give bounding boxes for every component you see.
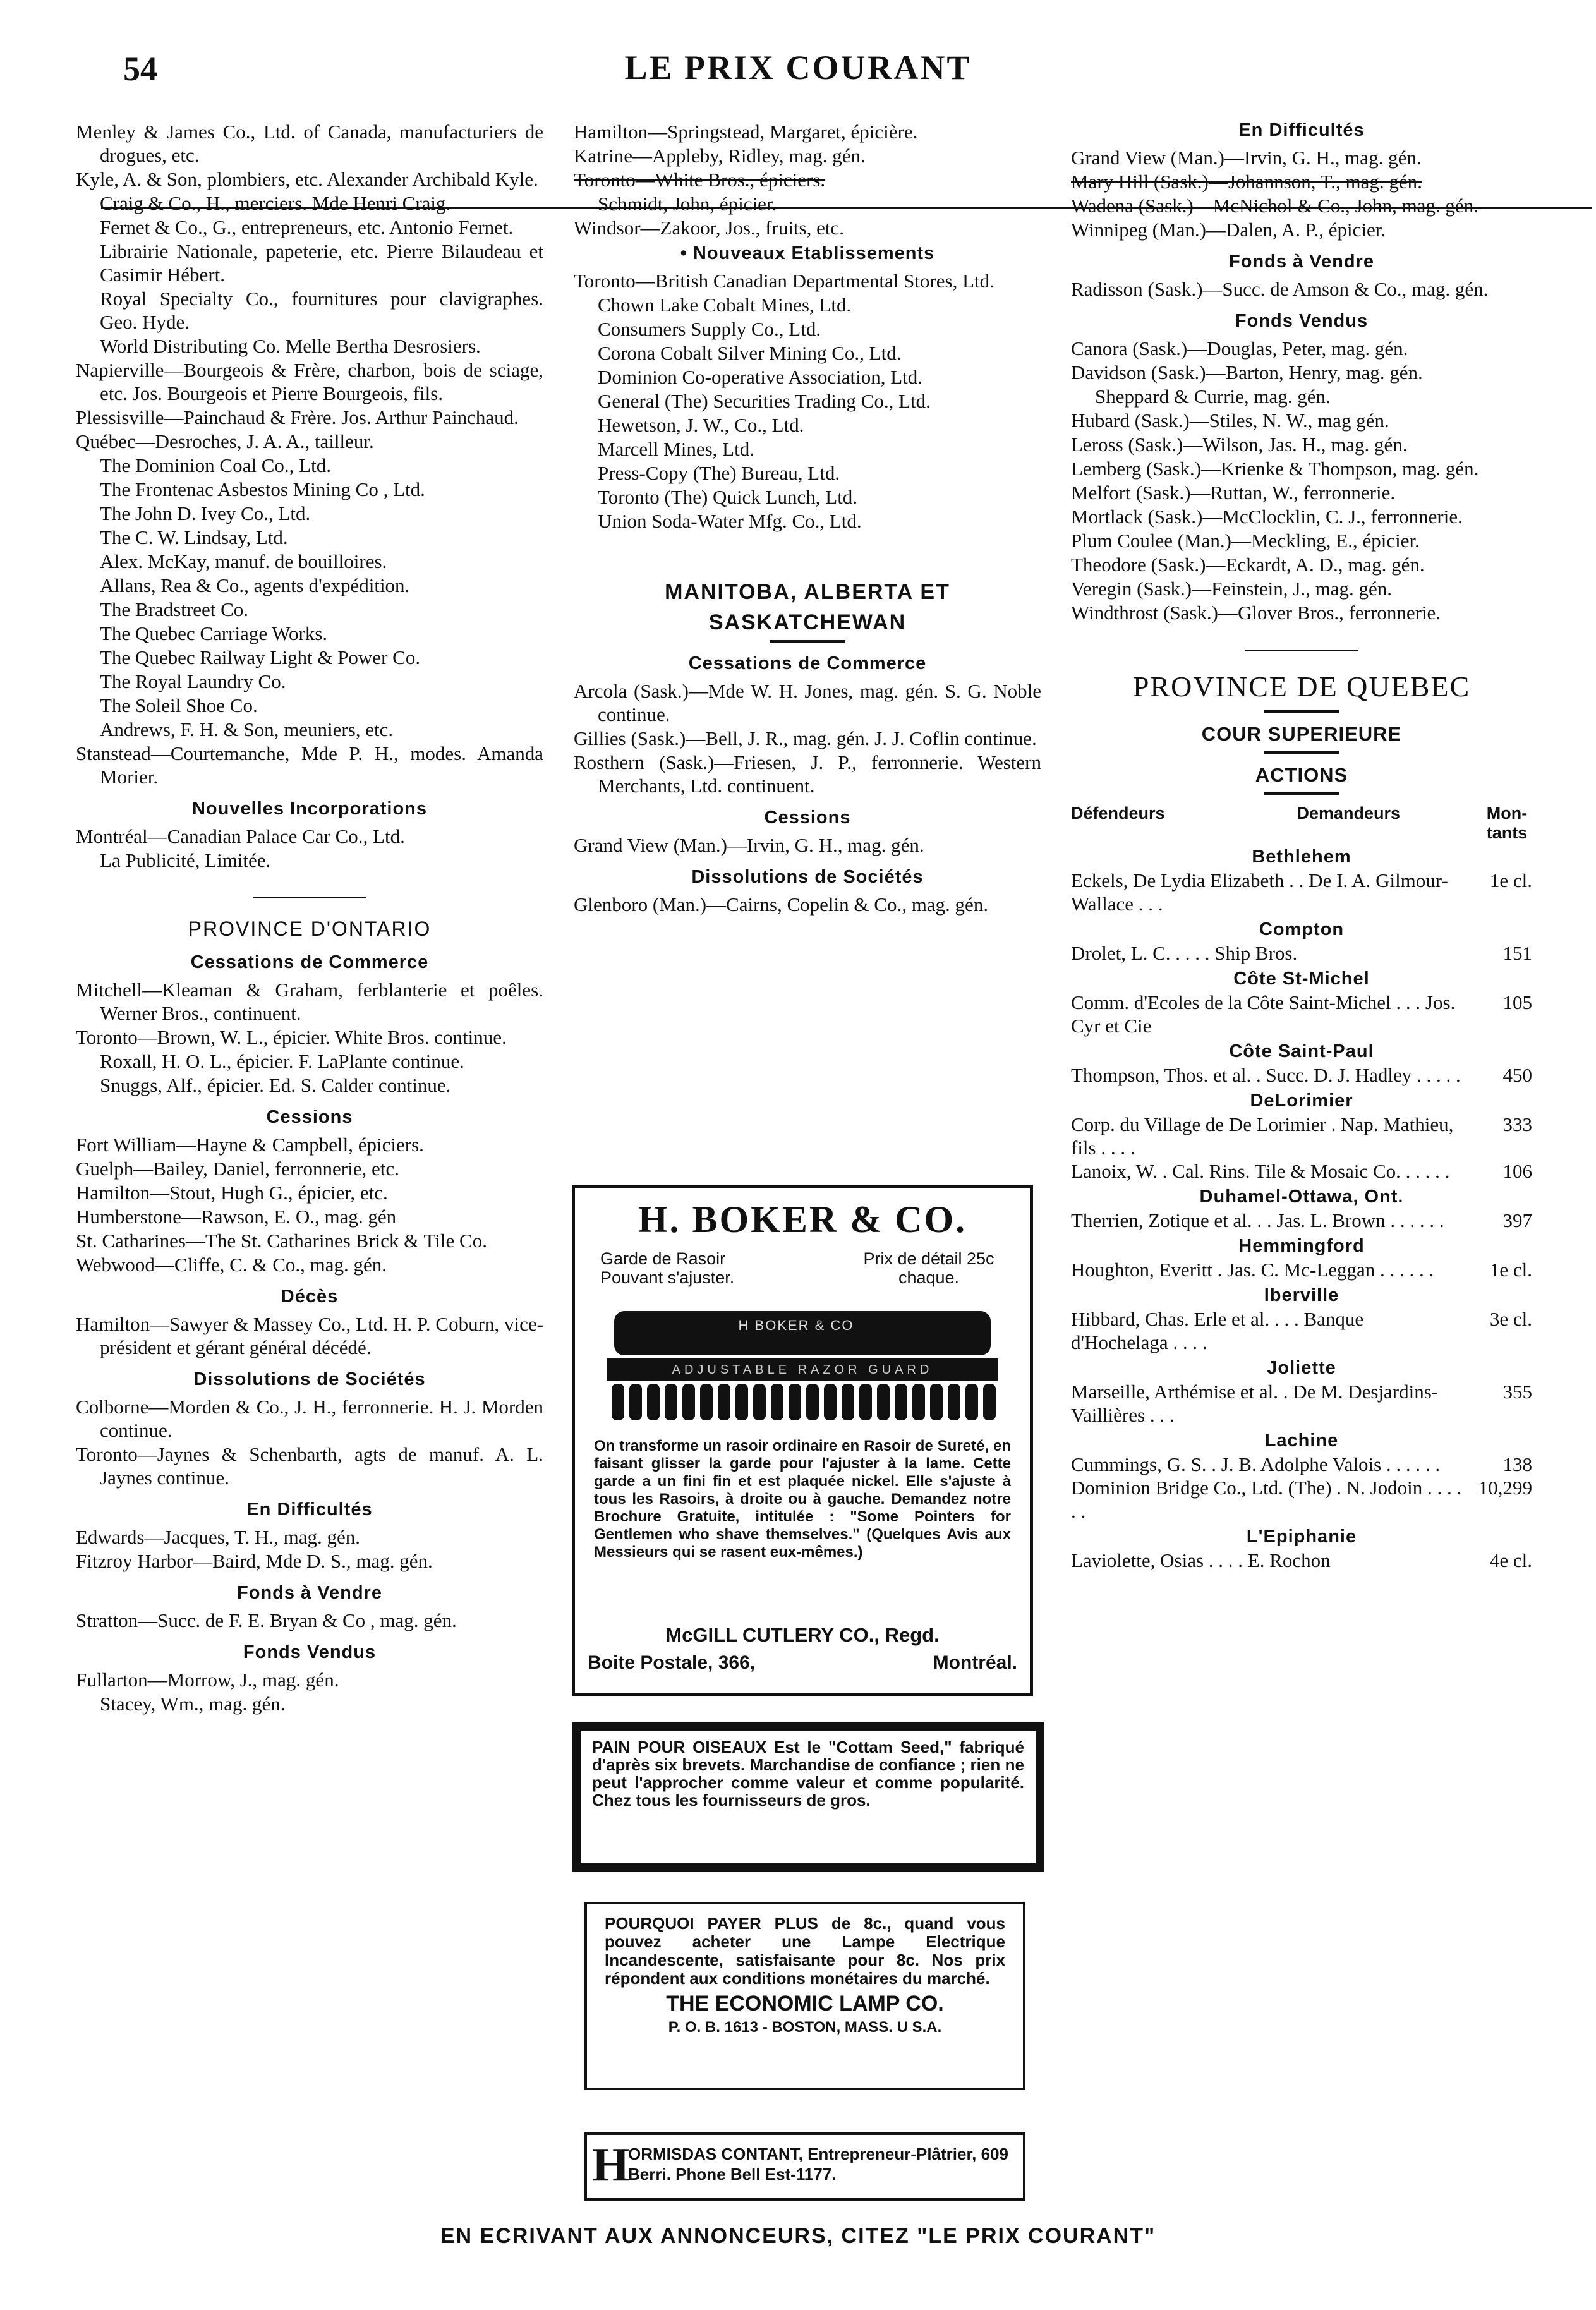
action-row	[1071, 941, 1532, 965]
entry: World Distributing Co. Melle Bertha Desrosiers.	[100, 335, 481, 357]
section-heading: Fonds à Vendre	[237, 1583, 382, 1603]
action-row	[1071, 1258, 1532, 1281]
section-heading: Dissolutions de Sociétés	[691, 867, 924, 887]
action-amount: 450	[1502, 1064, 1532, 1086]
action-parties: Lanoix, W. . Cal. Rins. Tile & Mosaic Co. . . . . .	[1071, 1160, 1450, 1182]
entry: Schmidt, John, épicier.	[598, 193, 777, 215]
page-title: LE PRIX COURANT	[624, 49, 972, 87]
action-town: Côte Saint-Paul	[1229, 1041, 1374, 1061]
entry: Guelph—Bailey, Daniel, ferronnerie, etc.	[76, 1158, 399, 1180]
action-amount: 397	[1502, 1209, 1532, 1231]
action-parties: Dominion Bridge Co., Ltd. (The) . N. Jodoin . . . . . .	[1071, 1477, 1462, 1522]
entry: Napierville—Bourgeois & Frère, charbon, bois de sciage, etc. Jos. Bourgeois et Pierre Bourgeois, fils.	[76, 359, 543, 404]
heading-rule	[1264, 751, 1339, 754]
section-heading: Fonds Vendus	[1235, 311, 1369, 331]
entry: Windsor—Zakoor, Jos., fruits, etc.	[574, 217, 844, 239]
action-amount: 4e cl.	[1489, 1549, 1532, 1571]
action-row	[1071, 1549, 1532, 1572]
section-heading: Fonds à Vendre	[1229, 251, 1374, 272]
entry: Lemberg (Sask.)—Krienke & Thompson, mag. gén.	[1071, 457, 1479, 480]
section-heading: Cessions	[266, 1107, 353, 1127]
action-amount: 10,299	[1478, 1477, 1532, 1499]
action-parties: Cummings, G. S. . J. B. Adolphe Valois . . . . . .	[1071, 1453, 1441, 1475]
action-town: Côte St-Michel	[1233, 969, 1370, 989]
hdr-demandeurs: Demandeurs	[1297, 804, 1401, 823]
actions-column-headers	[1071, 804, 1532, 843]
section-heading: • Nouveaux Etablissements	[680, 243, 935, 263]
entry: Fitzroy Harbor—Baird, Mde D. S., mag. gén.	[76, 1550, 433, 1572]
action-row	[1071, 1113, 1532, 1159]
entry: Allans, Rea & Co., agents d'expédition.	[100, 574, 410, 596]
province-heading: PROVINCE DE QUEBEC	[1132, 670, 1471, 703]
entry: Sheppard & Currie, mag. gén.	[1095, 385, 1331, 408]
entry: Gillies (Sask.)—Bell, J. R., mag. gén. J. J. Coflin continue.	[574, 727, 1037, 749]
action-amount: 138	[1502, 1453, 1532, 1475]
entry: Montréal—Canadian Palace Car Co., Ltd.	[76, 825, 405, 847]
entry: Toronto—Jaynes & Schenbarth, agts de manuf. A. L. Jaynes continue.	[76, 1443, 543, 1489]
action-parties: Houghton, Everitt . Jas. C. Mc-Leggan . . . . . .	[1071, 1259, 1434, 1281]
action-row	[1071, 1209, 1532, 1232]
column-2	[574, 120, 1041, 917]
entry: Fullarton—Morrow, J., mag. gén.	[76, 1669, 339, 1691]
entry: Edwards—Jacques, T. H., mag. gén.	[76, 1526, 360, 1548]
action-parties: Hibbard, Chas. Erle et al. . . . Banque d'Hochelaga . . . .	[1071, 1308, 1364, 1353]
ad-contant-letter: H	[592, 2138, 630, 2191]
entry: Radisson (Sask.)—Succ. de Amson & Co., mag. gén.	[1071, 278, 1489, 300]
entry: Librairie Nationale, papeterie, etc. Pierre Bilaudeau et Casimir Hébert.	[100, 240, 543, 286]
entry: Mitchell—Kleaman & Graham, ferblanterie et poêles. Werner Bros., continuent.	[76, 979, 543, 1024]
hdr-defendeurs: Défendeurs	[1071, 804, 1165, 823]
entry: Québec—Desroches, J. A. A., tailleur.	[76, 430, 374, 452]
action-row	[1071, 869, 1532, 916]
entry: The Bradstreet Co.	[100, 598, 249, 620]
entry: Stratton—Succ. de F. E. Bryan & Co , mag. gén.	[76, 1609, 457, 1631]
section-heading: En Difficultés	[246, 1499, 373, 1520]
court-heading: COUR SUPERIEURE	[1201, 723, 1402, 745]
section-heading: Cessations de Commerce	[688, 653, 927, 674]
entry: Toronto—Brown, W. L., épicier. White Bros. continue.	[76, 1026, 507, 1048]
separator	[1245, 650, 1358, 651]
entry: Menley & James Co., Ltd. of Canada, manufacturiers de drogues, etc.	[76, 121, 543, 166]
action-town: L'Epiphanie	[1246, 1527, 1357, 1547]
ad-contant	[584, 2132, 1025, 2201]
entry: The Royal Laundry Co.	[100, 670, 286, 692]
ad-lamp-text: POURQUOI PAYER PLUS de 8c., quand vous pouvez acheter une Lampe Electrique Incandescente, satisfaisante pour 8c. Nos prix répondent aux conditions monétaires du marché.	[605, 1914, 1005, 1988]
ad-address: Boite Postale, 366,	[588, 1652, 756, 1673]
entry: Mortlack (Sask.)—McClocklin, C. J., ferronnerie.	[1071, 505, 1463, 528]
action-row	[1071, 1063, 1532, 1087]
entry: Chown Lake Cobalt Mines, Ltd.	[598, 294, 852, 316]
action-town: DeLorimier	[1250, 1091, 1353, 1111]
action-town: Compton	[1259, 919, 1345, 940]
action-town: Bethlehem	[1252, 847, 1351, 867]
entry: Davidson (Sask.)—Barton, Henry, mag. gén.	[1071, 361, 1423, 384]
entry: The Soleil Shoe Co.	[100, 694, 258, 717]
entry: The Dominion Coal Co., Ltd.	[100, 454, 331, 476]
entry: Plessisville—Painchaud & Frère. Jos. Arthur Painchaud.	[76, 406, 519, 428]
ad-contant-text: ORMISDAS CONTANT, Entrepreneur-Plâtrier, 609 Berri. Phone Bell Est-1177.	[628, 2144, 1008, 2184]
entry: The Quebec Railway Light & Power Co.	[100, 646, 421, 668]
action-row	[1071, 991, 1532, 1037]
province-heading: PROVINCE D'ONTARIO	[188, 917, 432, 940]
section-heading: Cessations de Commerce	[190, 952, 429, 972]
entry: Hewetson, J. W., Co., Ltd.	[598, 414, 804, 436]
action-amount: 3e cl.	[1489, 1308, 1532, 1330]
entry: Leross (Sask.)—Wilson, Jas. H., mag. gén.	[1071, 433, 1408, 456]
ad-lamp-company: THE ECONOMIC LAMP CO.	[666, 1992, 944, 2016]
entry: Consumers Supply Co., Ltd.	[598, 318, 821, 340]
heading-rule	[1264, 792, 1339, 795]
action-parties: Eckels, De Lydia Elizabeth . . De I. A. Gilmour-Wallace . . .	[1071, 869, 1448, 915]
action-row	[1071, 1453, 1532, 1476]
action-parties: Drolet, L. C. . . . . Ship Bros.	[1071, 942, 1298, 964]
action-row	[1071, 1476, 1532, 1523]
entry: Plum Coulee (Man.)—Meckling, E., épicier.	[1071, 529, 1420, 552]
entry: General (The) Securities Trading Co., Ltd.	[598, 390, 931, 412]
action-row	[1071, 1159, 1532, 1183]
entry: Humberstone—Rawson, E. O., mag. gén	[76, 1206, 397, 1228]
action-town: Lachine	[1264, 1430, 1339, 1451]
entry: Andrews, F. H. & Son, meuniers, etc.	[100, 718, 394, 741]
action-town: Joliette	[1267, 1358, 1336, 1378]
entry: The Quebec Carriage Works.	[100, 622, 328, 644]
ad-boker	[572, 1185, 1033, 1696]
action-amount: 355	[1502, 1381, 1532, 1403]
entry: Fernet & Co., G., entrepreneurs, etc. Antonio Fernet.	[100, 216, 514, 238]
column-1	[76, 120, 543, 1716]
entry: Hubard (Sask.)—Stiles, N. W., mag gén.	[1071, 409, 1389, 432]
page-number: 54	[123, 50, 157, 88]
entry-struck: Toronto—White Bros., épiciers.	[574, 169, 826, 191]
entry: Dominion Co-operative Association, Ltd.	[598, 366, 923, 388]
entry: Rosthern (Sask.)—Friesen, J. P., ferronnerie. Western Merchants, Ltd. continuent.	[574, 751, 1041, 797]
entry: Toronto—British Canadian Departmental Stores, Ltd.	[574, 270, 994, 292]
entry: Union Soda-Water Mfg. Co., Ltd.	[598, 510, 862, 532]
hdr-montants: Mon-tants	[1486, 804, 1528, 842]
entry: Fort William—Hayne & Campbell, épiciers.	[76, 1134, 424, 1156]
ad-city: Montréal.	[933, 1652, 1017, 1673]
action-amount: 1e cl.	[1489, 1259, 1532, 1281]
entry: Hamilton—Stout, Hugh G., épicier, etc.	[76, 1182, 388, 1204]
action-parties: Laviolette, Osias . . . . E. Rochon	[1071, 1549, 1331, 1571]
section-heading: En Difficultés	[1238, 120, 1365, 140]
razor-label: H BOKER & CO	[738, 1317, 854, 1333]
entry: Roxall, H. O. L., épicier. F. LaPlante continue.	[100, 1050, 464, 1072]
entry: Arcola (Sask.)—Mde W. H. Jones, mag. gén. S. G. Noble continue.	[574, 680, 1041, 725]
entry: Katrine—Appleby, Ridley, mag. gén.	[574, 145, 866, 167]
action-town: Duhamel-Ottawa, Ont.	[1199, 1187, 1404, 1207]
section-heading: Dissolutions de Sociétés	[193, 1369, 426, 1389]
entry: Craig & Co., H., merciers. Mde Henri Craig.	[100, 192, 451, 214]
entry: Veregin (Sask.)—Feinstein, J., mag. gén.	[1071, 578, 1392, 600]
entry: Marcell Mines, Ltd.	[598, 438, 754, 460]
actions-heading: ACTIONS	[1255, 764, 1348, 786]
entry: Stacey, Wm., mag. gén.	[100, 1693, 286, 1715]
entry: Press-Copy (The) Bureau, Ltd.	[598, 462, 840, 484]
entry: Hamilton—Sawyer & Massey Co., Ltd. H. P. Coburn, vice-président et gérant général décédé.	[76, 1313, 543, 1358]
section-heading: Fonds Vendus	[243, 1642, 377, 1662]
entry: Stanstead—Courtemanche, Mde P. H., modes. Amanda Morier.	[76, 742, 543, 788]
ad-right-label: Prix de détail 25c chaque.	[863, 1249, 994, 1287]
section-heading: Cessions	[764, 807, 851, 828]
action-parties: Corp. du Village de De Lorimier . Nap. Mathieu, fils . . . .	[1071, 1113, 1454, 1159]
entry: Hamilton—Springstead, Margaret, épicière.	[574, 121, 918, 143]
ad-economic-lamp	[584, 1902, 1025, 2090]
entry: Winnipeg (Man.)—Dalen, A. P., épicier.	[1071, 219, 1386, 241]
entry: Grand View (Man.)—Irvin, G. H., mag. gén.	[574, 834, 924, 856]
entry: Alex. McKay, manuf. de bouilloires.	[100, 550, 387, 572]
entry: Windthrost (Sask.)—Glover Bros., ferronnerie.	[1071, 602, 1441, 624]
entry: Royal Specialty Co., fournitures pour clavigraphes. Geo. Hyde.	[100, 287, 543, 333]
entry: La Publicité, Limitée.	[100, 849, 271, 871]
entry: Theodore (Sask.)—Eckardt, A. D., mag. gén.	[1071, 553, 1425, 576]
entry: The John D. Ivey Co., Ltd.	[100, 502, 311, 524]
entry: Grand View (Man.)—Irvin, G. H., mag. gén.	[1071, 147, 1422, 169]
heading-rule	[1264, 710, 1339, 713]
action-parties: Thompson, Thos. et al. . Succ. D. J. Hadley . . . . .	[1071, 1064, 1461, 1086]
entry: Snuggs, Alf., épicier. Ed. S. Calder continue.	[100, 1074, 451, 1096]
column-3	[1071, 120, 1532, 1572]
action-amount: 105	[1502, 991, 1532, 1013]
action-amount: 1e cl.	[1489, 869, 1532, 892]
entry: Corona Cobalt Silver Mining Co., Ltd.	[598, 342, 902, 364]
action-amount: 106	[1502, 1160, 1532, 1182]
action-amount: 151	[1502, 942, 1532, 964]
heading-rule	[770, 640, 845, 643]
section-heading: Décès	[281, 1286, 339, 1307]
province-heading: MANITOBA, ALBERTA ET SASKATCHEWAN	[665, 580, 950, 634]
ad-left-label: Garde de Rasoir Pouvant s'ajuster.	[600, 1249, 735, 1287]
entry: Melfort (Sask.)—Ruttan, W., ferronnerie.	[1071, 481, 1396, 504]
entry: The C. W. Lindsay, Ltd.	[100, 526, 288, 548]
ad-lamp-address: P. O. B. 1613 - BOSTON, MASS. U S.A.	[668, 2019, 942, 2036]
entry: Webwood—Cliffe, C. & Co., mag. gén.	[76, 1254, 387, 1276]
entry: Wadena (Sask.)—McNichol & Co., John, mag. gén.	[1071, 195, 1478, 217]
guard-label: ADJUSTABLE RAZOR GUARD	[672, 1363, 933, 1377]
entry: The Frontenac Asbestos Mining Co , Ltd.	[100, 478, 425, 500]
ad-body: On transforme un rasoir ordinaire en Rasoir de Sureté, en faisant glisser la garde pour l'ajuster à la lame. Cette garde a un fini fin et est plaquée nickel. Elle s'ajuste à tous les Rasoirs, à droite ou à gauche. Demandez notre Brochure Gratuite, intitulée : "Some Pointers for Gentlemen who shave themselves." (Quelques Avis aux Messieurs qui se rasent eux-mêmes.)	[594, 1437, 1011, 1561]
action-row	[1071, 1307, 1532, 1354]
action-parties: Comm. d'Ecoles de la Côte Saint-Michel . . . Jos. Cyr et Cie	[1071, 991, 1456, 1037]
entry: Toronto (The) Quick Lunch, Ltd.	[598, 486, 858, 508]
action-amount: 333	[1502, 1113, 1532, 1135]
separator	[253, 897, 366, 898]
entry: Glenboro (Man.)—Cairns, Copelin & Co., mag. gén.	[574, 893, 989, 916]
section-heading: Nouvelles Incorporations	[191, 799, 428, 819]
actions-list	[1071, 847, 1532, 1572]
entry-struck: Mary Hill (Sask.)—Johannson, T., mag. gén.	[1071, 171, 1422, 193]
ad-title: H. BOKER & CO.	[638, 1199, 967, 1240]
entry: St. Catharines—The St. Catharines Brick & Tile Co.	[76, 1230, 487, 1252]
page-header	[0, 44, 1596, 101]
ad-company: McGILL CUTLERY CO., Regd.	[665, 1624, 940, 1646]
page-footer: EN ECRIVANT AUX ANNONCEURS, CITEZ "LE PRIX COURANT"	[440, 2224, 1156, 2248]
entry: Colborne—Morden & Co., J. H., ferronnerie. H. J. Morden continue.	[76, 1396, 543, 1441]
action-parties: Marseille, Arthémise et al. . De M. Desjardins-Vaillières . . .	[1071, 1381, 1439, 1426]
action-parties: Therrien, Zotique et al. . . Jas. L. Brown . . . . . .	[1071, 1209, 1444, 1231]
ad-pain-oiseaux	[572, 1722, 1044, 1872]
entry: Canora (Sask.)—Douglas, Peter, mag. gén.	[1071, 337, 1408, 360]
ad-pain-text: PAIN POUR OISEAUX Est le "Cottam Seed," fabriqué d'après six brevets. Marchandise de confiance ; rien ne peut l'approcher comme valeur et comme popularité. Chez tous les fournisseurs de gros.	[592, 1738, 1024, 1810]
action-town: Hemmingford	[1238, 1236, 1365, 1256]
action-town: Iberville	[1264, 1285, 1339, 1305]
entry-struck: Kyle, A. & Son, plombiers, etc. Alexander Archibald Kyle.	[76, 168, 538, 190]
action-row	[1071, 1380, 1532, 1427]
